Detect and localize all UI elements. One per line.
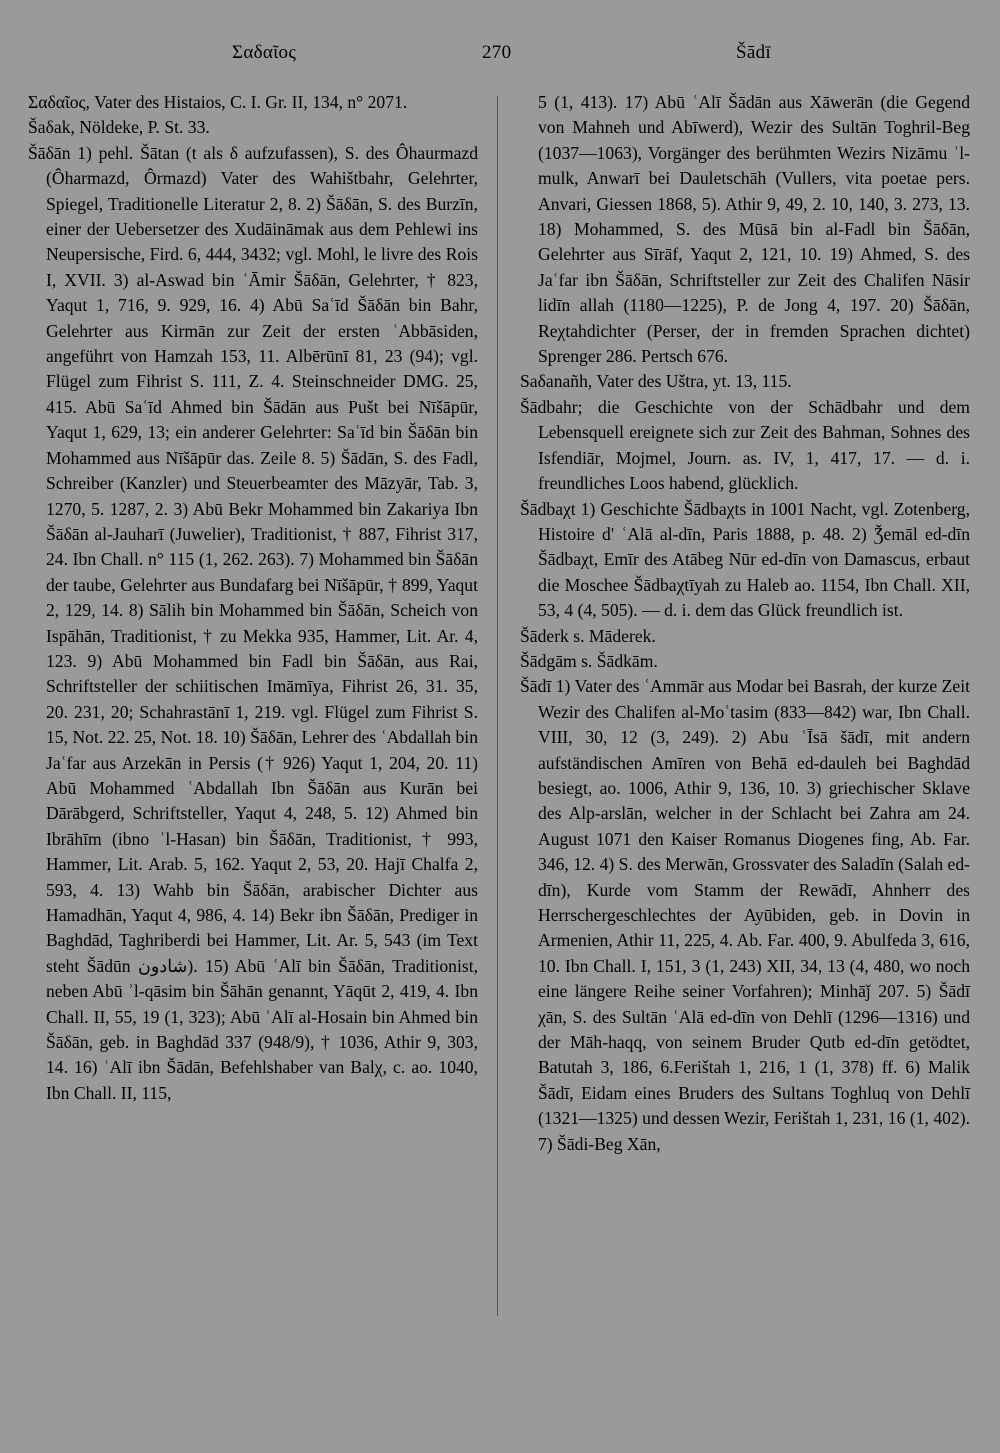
entry-sadan-continued: 5 (1, 413). 17) Abū ʿAlī Šādān aus Xāwerān (die Gegend von Mahneh und Abīwerd), Wezir des Sultān Toghril-Beg (1037—1063), Vorgänger des berühmten Wezirs Nizāmu ʾl-mulk, Anwarī bei Dauletschāh (Vullers, vita poetae pers. Anvari, Giessen 1868, 5). Athir 9, 49, 2. 10, 140, 3. 273, 13. 18) Mohammed, S. des Mūsā bin al-Fadl bin Šāδān, Gelehrter aus Sīrāf, Yaqut 2, 121, 10. 19) Ahmed, S. des Jaʿfar ibn Šāδān, Schriftsteller zur Zeit des Chalifen Nāsir lidīn allah (1180—1225), P. de Jong 4, 197. 20) Šāδān, Reχtahdichter (Perser, der in fremden Sprachen dichtet) Sprenger 286. Pertsch 676. [538, 92, 970, 367]
entry-sadak: Šaδak, Nöldeke, P. St. 33. [28, 117, 210, 138]
left-column [28, 90, 478, 1106]
entry-sadi: Šādī 1) Vater des ʿAmmār aus Modar bei Basrah, der kurze Zeit Wezir des Chalifen al-Moʿtasim (833—842) war, Ibn Chall. VIII, 30, 12 (3, 249). 2) Abu ʿĪsā šādī, mit andern aufständischen Amīren von Behā ed-dauleh bei Baghdād besiegt, ao. 1006, Athir 9, 136, 10. 3) griechischer Sklave des Alp-arslān, welcher in der Schlacht bei Zahra am 24. August 1071 den Kaiser Romanus Diogenes fing, Ab. Far. 346, 12. 4) S. des Merwān, Grossvater des Saladīn (Salah ed-dīn), Kurde vom Stamm der Rewādī, Ahnherr des Herrschergeschlechtes der Ayūbiden, geb. in Dovin in Armenien, Athir 11, 225, 4. Ab. Far. 400, 9. Abulfeda 3, 616, 10. Ibn Chall. I, 151, 3 (1, 243) XII, 34, 13 (4, 480, wo noch eine längere Reihe seiner Vorfahren); Minhāǰ 207. 5) Šādī χān, S. des Sultān ʿAlā ed-dīn von Dehlī (1296—1316) und der Māh-haqq, von seinem Bruder Qutb ed-dīn getödtet, Batutah 3, 186, 6.Ferištah 1, 216, 1 (1, 378) ff. 6) Malik Šādī, Eidam eines Bruders des Sultans Toghluq von Dehlī (1321—1325) und dessen Wezir, Ferištah 1, 231, 16 (1, 402). 7) Šādi-Beg Xān, [520, 676, 970, 1154]
running-head-right: Šādī [736, 42, 771, 63]
running-head-left: Σαδαῖος [232, 42, 297, 63]
entry-saderk: Šāderk s. Māderek. [520, 625, 656, 646]
entry-sadbahr: Šādbahr; die Geschichte von der Schādbahr und dem Lebensquell ereignete sich zur Zeit des Bahman, Sohnes des Isfendiār, Mojmel, Journ. as. IV, 1, 417, 17. — d. i. freundliches Loos habend, glücklich. [520, 396, 970, 494]
column-divider [497, 96, 498, 1316]
entry-sadbaxt: Šādbaχt 1) Geschichte Šādbaχts in 1001 Nacht, vgl. Zotenberg, Histoire d' ʿAlā al-dīn, Paris 1888, p. 48. 2) Ǯemāl ed-dīn Šādbaχt, Emīr des Atābeg Nūr ed-dīn von Damascus, erbaut die Moschee Šādbaχtīyah zu Haleb ao. 1154, Ibn Chall. XII, 53, 4 (4, 505). — d. i. dem das Glück freundlich ist. [520, 498, 970, 621]
right-column [520, 90, 970, 1157]
entry-sadan: Šāδān 1) pehl. Šātan (t als δ aufzufassen), S. des Ôhaurmazd (Ôharmazd, Ôrmazd) Vater des Wahištbahr, Gelehrter, Spiegel, Traditionelle Literatur 2, 8. 2) Šāδān, S. des Burzīn, einer der Uebersetzer des Xudāināmak aus dem Pehlewi ins Neupersische, Fird. 6, 444, 3432; vgl. Mohl, le livre des Rois I, XVII. 3) al-Aswad bin ʿĀmir Šāδān, Gelehrter, † 823, Yaqut 1, 716, 9. 929, 16. 4) Abū Saʿīd Šāδān bin Bahr, Gelehrter aus Kirmān zur Zeit der ersten ʿAbbāsiden, angeführt von Hamzah 153, 11. Albērūnī 81, 23 (94); vgl. Flügel zum Fihrist S. 111, Z. 4. Steinschneider DMG. 25, 415. Abū Saʿīd Ahmed bin Šādān aus Pušt bei Nīšāpūr, Yaqut 1, 629, 13; ein anderer Gelehrter: Saʿīd bin Šāδān bin Mohammed aus Nīšāpūr das. Zeile 8. 5) Šādān, S. des Fadl, Schreiber (Kanzler) und Steuerbeamter des Māzyār, Tab. 3, 1270, 5. 1287, 2. 3) Abū Bekr Mohammed bin Zakariya Ibn Šāδān al-Jauharī (Juwelier), Traditionist, † 887, Fihrist 317, 24. Ibn Chall. n° 115 (1, 262. 263). 7) Mohammed bin Šāδān der taube, Gelehrter aus Bundafarg bei Nīšāpūr, † 899, Yaqut 2, 129, 14. 8) Sālih bin Mohammed bin Šāδān, Scheich von Ispāhān, Traditionist, † zu Mekka 935, Hammer, Lit. Ar. 4, 123. 9) Abū Mohammed bin Fadl bin Šāδān, aus Rai, Schriftsteller der schiitischen Imāmīya, Fihrist 26, 31. 35, 20. 231, 20; Schahrastānī 1, 219. vgl. Flügel zum Fihrist S. 15, Not. 22. 25, Not. 18. 10) Šāδān, Lehrer des ʿAbdallah bin Jaʿfar aus Arzekān in Persis († 926) Yaqut 1, 204, 20. 11) Abū Mohammed ʿAbdallah Ibn Šāδān aus Kurān bei Dārābgerd, Schriftsteller, Yaqut 4, 248, 5. 12) Ahmed bin Ibrāhīm (ibno ʾl-Hasan) bin Šāδān, Traditionist, † 993, Hammer, Lit. Arab. 5, 162. Yaqut 2, 53, 20. Hajī Chalfa 2, 593, 4. 13) Wahb bin Šāδān, arabischer Dichter aus Hamadhān, Yaqut 4, 986, 4. 14) Bekr ibn Šāδān, Prediger in Baghdād, Taghriberdi bei Hammer, Lit. Ar. 5, 543 (im Text steht Šādūn شادون). 15) Abū ʿAlī bin Šāδān, Traditionist, neben Abū ʾl-qāsim bin Šāhān genannt, Yāqūt 2, 419, 4. Ibn Chall. II, 55, 19 (1, 323); Abū ʿAlī al-Hosain bin Ahmed bin Šāδān, geb. in Baghdād 337 (948/9), † 1036, Athir 9, 303, 14. 16) ʿAlī ibn Šādān, Befehlshaber van Balχ, c. ao. 1040, Ibn Chall. II, 115, [28, 142, 479, 1103]
entry-sadgam: Šādgām s. Šādkām. [520, 650, 658, 671]
entry-sadanah: Saδanañh, Vater des Uštra, yt. 13, 115. [520, 371, 792, 392]
page-number: 270 [482, 42, 512, 63]
entry-sadaios: Σαδαῖος, Vater des Histaios, C. I. Gr. II, 134, n° 2071. [28, 92, 408, 112]
